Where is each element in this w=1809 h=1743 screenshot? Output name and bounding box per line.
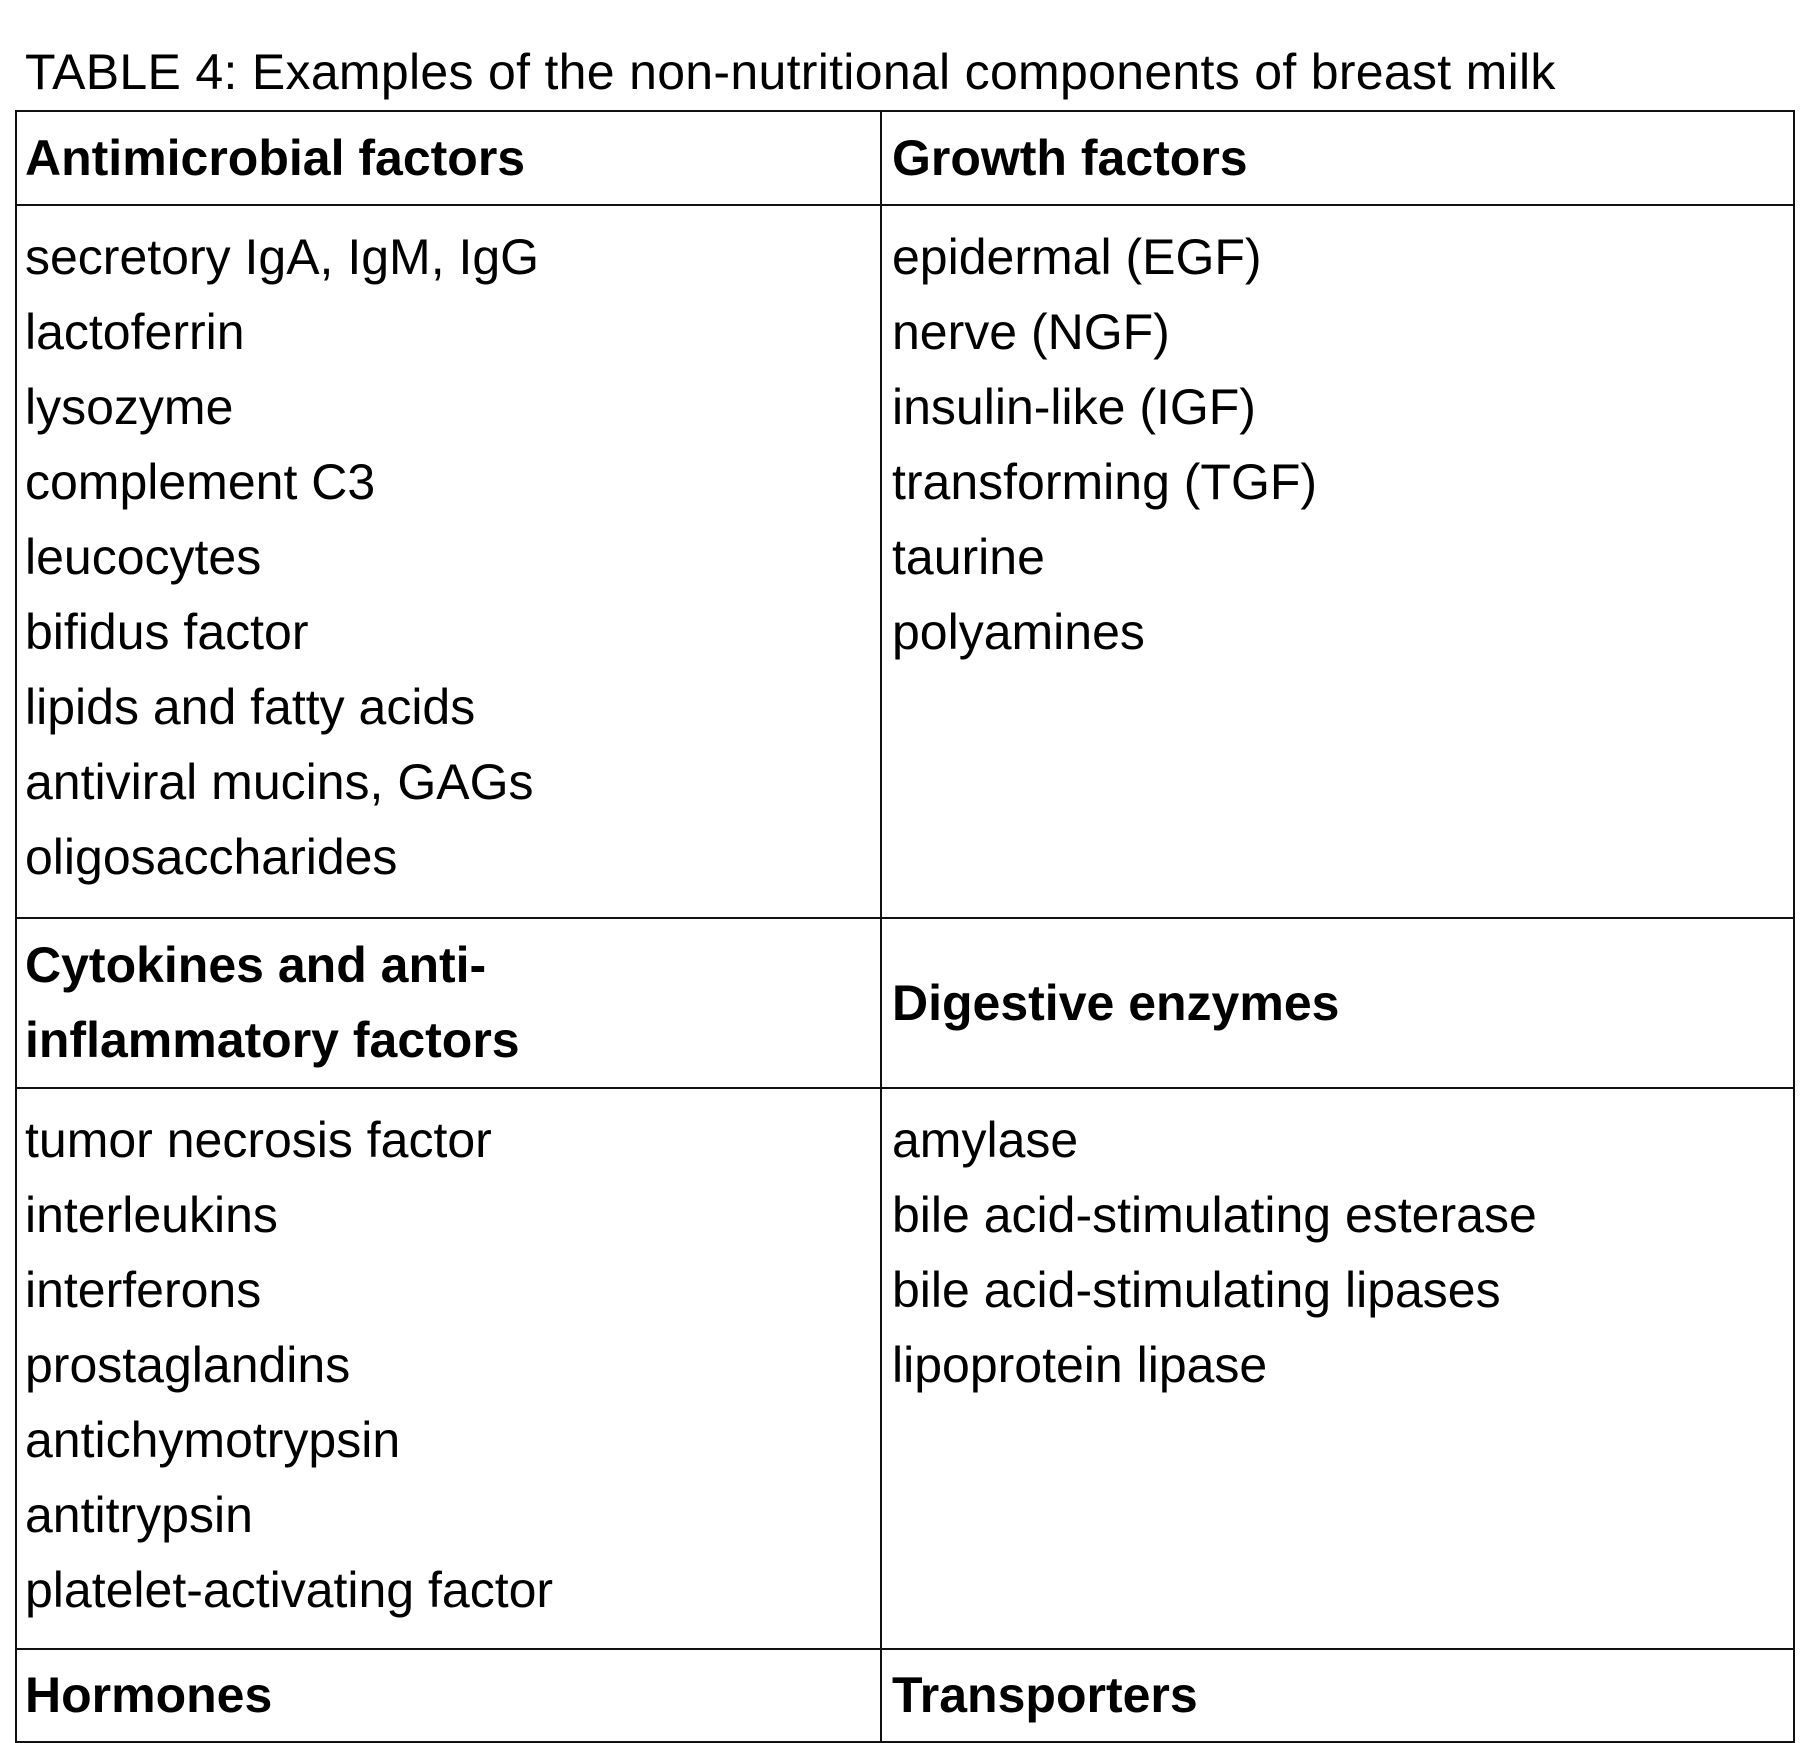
antimicrobial-factors-list bbox=[16, 205, 881, 918]
list-item: lysozyme bbox=[25, 379, 234, 435]
header-digestive-enzymes: Digestive enzymes bbox=[881, 918, 1794, 1088]
header-growth-factors: Growth factors bbox=[881, 111, 1794, 205]
list-item: epidermal (EGF) bbox=[892, 229, 1262, 285]
list-item: amylase bbox=[892, 1112, 1079, 1168]
list-item: interleukins bbox=[25, 1187, 278, 1243]
list-item: secretory IgA, IgM, IgG bbox=[25, 229, 540, 285]
cytokines-list bbox=[16, 1088, 881, 1649]
list-item: lipids and fatty acids bbox=[25, 679, 476, 735]
list-item: tumor necrosis factor bbox=[25, 1112, 492, 1168]
list-item: antitrypsin bbox=[25, 1487, 253, 1543]
header-antimicrobial-factors: Antimicrobial factors bbox=[16, 111, 881, 205]
section-header-row bbox=[16, 111, 1794, 205]
list-item: antichymotrypsin bbox=[25, 1412, 401, 1468]
list-item: antiviral mucins, GAGs bbox=[25, 754, 534, 810]
list-item: complement C3 bbox=[25, 454, 376, 510]
section-body-row bbox=[16, 205, 1794, 918]
list-item: lipoprotein lipase bbox=[892, 1337, 1268, 1393]
list-item: insulin-like (IGF) bbox=[892, 379, 1256, 435]
components-table bbox=[15, 110, 1795, 1743]
list-item: interferons bbox=[25, 1262, 262, 1318]
list-item: prostaglandins bbox=[25, 1337, 351, 1393]
list-item: leucocytes bbox=[25, 529, 262, 585]
list-item: lactoferrin bbox=[25, 304, 245, 360]
header-cytokines-anti-inflammatory: Cytokines and anti-inflammatory factors bbox=[16, 918, 881, 1088]
list-item: taurine bbox=[892, 529, 1045, 585]
list-item: polyamines bbox=[892, 604, 1145, 660]
section-body-row bbox=[16, 1088, 1794, 1649]
list-item: bile acid-stimulating esterase bbox=[892, 1187, 1537, 1243]
table-title: TABLE 4: Examples of the non-nutritional components of breast milk bbox=[25, 44, 1556, 100]
list-item: bile acid-stimulating lipases bbox=[892, 1262, 1501, 1318]
list-item: transforming (TGF) bbox=[892, 454, 1318, 510]
list-item: nerve (NGF) bbox=[892, 304, 1170, 360]
header-hormones: Hormones bbox=[16, 1649, 881, 1742]
header-transporters: Transporters bbox=[881, 1649, 1794, 1742]
growth-factors-list bbox=[881, 205, 1794, 918]
list-item: platelet-activating factor bbox=[25, 1562, 554, 1618]
digestive-enzymes-list bbox=[881, 1088, 1794, 1649]
section-header-row bbox=[16, 918, 1794, 1088]
section-header-row bbox=[16, 1649, 1794, 1742]
list-item: bifidus factor bbox=[25, 604, 309, 660]
list-item: oligosaccharides bbox=[25, 829, 398, 885]
